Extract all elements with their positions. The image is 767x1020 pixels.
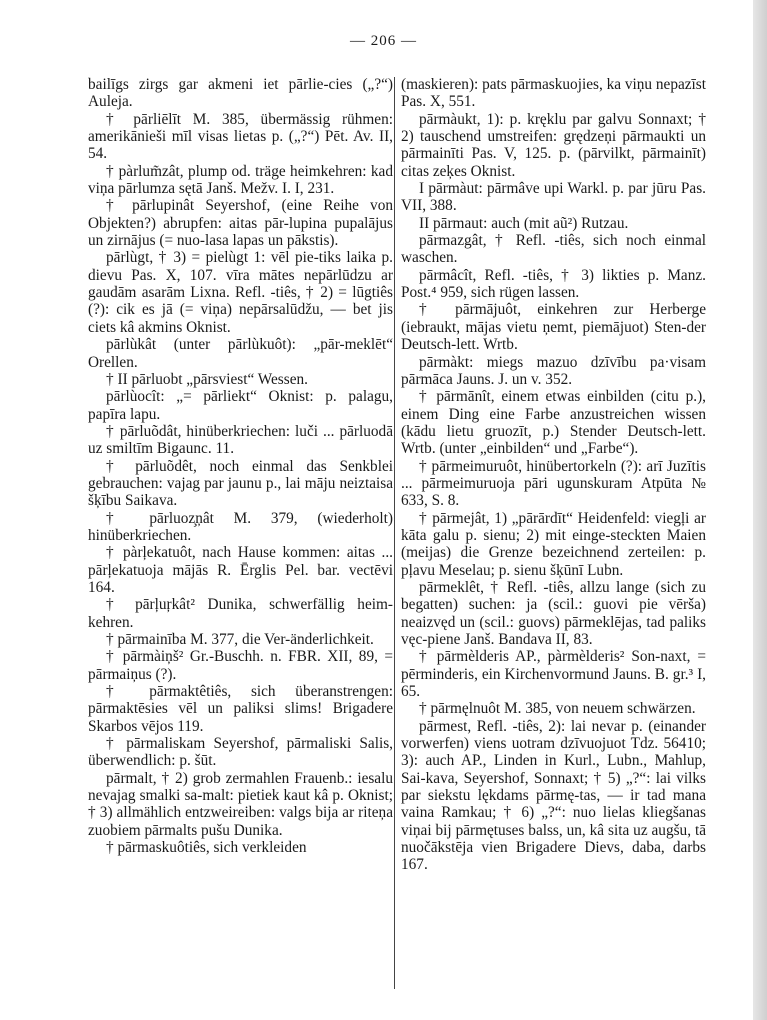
- dictionary-entry: † pàrlum̃zât, plump od. träge heimkehren: kad viņa pārlumza sętā Janš. Mežv. I. I, 231.: [88, 162, 393, 198]
- dictionary-entry: pārmalt, † 2) grob zermahlen Frauenb.: iesalu nevajag smalki sa-malt: pietiek kaut kâ p. Oknist; † 3) allmählich entzweireiben: valgs bija ar riteņa zuobiem pārmalts pušu Dunika.: [88, 769, 393, 839]
- dictionary-entry: † pārmaskuôtiês, sich verkleiden: [106, 839, 307, 857]
- dictionary-entry: pārlùocît: „= pārliekt“ Oknist: p. palagu, papīra lapu.: [88, 388, 393, 423]
- dictionary-entry: † pàrļekatuôt, nach Hause kommen: aitas ... pārļekatuoja mājās R. Ērglis Pel. bar. vectēvi 164.: [88, 544, 393, 596]
- dictionary-entry: † II pārluobt „pārsviest“ Wessen.: [106, 370, 308, 388]
- dictionary-entry: † pārmàiņš² Gr.-Buschh. n. FBR. XII, 89, = pārmaiņus (?).: [88, 648, 393, 683]
- dictionary-entry: † pārmèlderis AP., pàrmèlderis² Son-naxt, = pērminderis, ein Kirchenvormund Jauns. B. gr.³ I, 65.: [401, 648, 706, 701]
- dictionary-entry: † pārliēlīt M. 385, übermässig rühmen: amerikānieši mīl visas lietas p. („?“) Pēt. Av. II, 54.: [88, 110, 393, 163]
- dictionary-entry: † pārlupinât Seyershof, (eine Reihe von Objekten?) abrupfen: aitas pār-lupina pupalājus un zirnājus (= nuo-lasa lapas un pākstis).: [88, 197, 393, 250]
- dictionary-entry: † pārmeimuruôt, hinübertorkeln (?): arī Juzītis ... pārmeimuruoja pāri ugunskuram Atpūta № 633, S. 8.: [401, 457, 706, 510]
- dictionary-entry: † pārluoz̧ņât M. 379, (wiederholt) hinüberkriechen.: [88, 509, 393, 544]
- page-edge-shadow: [753, 0, 767, 1020]
- dictionary-entry: † pārmānît, einem etwas einbilden (citu p.), einem Ding eine Farbe anzustreichen wissen (kādu lietu gruozīt, p.) Stender Deutsch-lett. Wrtb. (unter „einbilden“ und „Farbe“).: [401, 388, 706, 458]
- dictionary-entry: pārmest, Refl. -tiês, 2): lai nevar p. (einander vorwerfen) viens uotram dzīvuojuot Tdz. 56410; 3): auch AP., Linden in Kurl., Lubn., Mahlup, Sai-kava, Seyershof, Sonnaxt; † 5) „?“: lai vilks par siekstu lękdams pārmę-tas, — ir tad mana vaina Ramkau; † 6) „?“: nuo lielas kliegšanas viņai bij pārmętuses balss, un, kâ sita uz augšu, tā nuočākstēja vien Brigadere Dievs, daba, darbs 167.: [401, 717, 706, 874]
- dictionary-entry: pārmàkt: miegs mazuo dzīvību pa·visam pārmāca Jauns. J. un v. 352.: [401, 353, 706, 388]
- dictionary-entry: II pārmaut: auch (mit aũ²) Rutzau.: [419, 214, 629, 232]
- dictionary-entry: pārlùkât (unter pārlùkuôt): „pār-meklēt“ Orellen.: [88, 336, 393, 371]
- dictionary-entry: † pārluõdêt, noch einmal das Senkblei gebrauchen: vajag par jaunu p., lai māju neiztaisa šķību Saikava.: [88, 457, 393, 510]
- dictionary-entry: † pārmājuôt, einkehren zur Herberge (iebraukt, mājas vietu ņemt, piemājuot) Sten-der Deutsch-lett. Wrtb.: [401, 301, 706, 354]
- dictionary-entry: † pārmaliskam Seyershof, pārmaliski Salis, überwendlich: p. šūt.: [88, 735, 393, 770]
- dictionary-entry: † pārmejât, 1) „pārārdīt“ Heidenfeld: viegļi ar kāta galu p. sienu; 2) mit einge-steckten Maien (meijas) die Grenze bezeichnend zerteilen: p. pļavu Meselau; p. sienu šķūnī Lubn.: [401, 509, 706, 579]
- dictionary-entry: pārlùgt, † 3) = pielùgt 1: vēl pie-tiks laika p. dievu Pas. X, 107. vīra mātes nepārlūdzu ar gaudām asarām Lixna. Refl. -tiês, † 2) = lūgtiês (?): cik es jā (= viņa) nepārsalūdžu, — bet jis ciets kâ akmins Oknist.: [88, 249, 393, 336]
- page-number: — 206 —: [350, 33, 417, 49]
- dictionary-entry: † pārmainība M. 377, die Ver-änderlichkeit.: [106, 631, 374, 648]
- dictionary-entry: † pārļuŗkât² Dunika, schwerfällig heim-kehren.: [88, 596, 393, 631]
- dictionary-entry: † pārluõdât, hinüberkriechen: luči ... pārluodā uz smiltīm Bigaunc. 11.: [88, 422, 393, 458]
- column-divider: [394, 77, 395, 989]
- dictionary-entry: bailīgs zirgs gar akmeni iet pārlie-cies („?“) Auleja.: [88, 76, 393, 111]
- dictionary-entry: I pārmàut: pārmâve upi Warkl. p. par jūru Pas. VII, 388.: [401, 180, 706, 215]
- dictionary-entry: pārmeklêt, † Refl. -tiês, allzu lange (sich zu begatten) suchen: ja (scil.: guovi pie vērša) neaizvęd un (scil.: guovs) pārmeklējas, tad paliks vęc-piene Janš. Bandava II, 83.: [401, 578, 706, 648]
- dictionary-entry: † pārmęlnuôt M. 385, von neuem schwärzen.: [419, 700, 696, 718]
- dictionary-entry: † pārmaktêtiês, sich überanstrengen: pārmaktēsies vēl un paliksi slims! Brigadere Skarbos vējos 119.: [88, 683, 393, 735]
- dictionary-entry: (maskieren): pats pārmaskuojies, ka viņu nepazīst Pas. X, 551.: [401, 76, 706, 111]
- dictionary-entry: pārmâcît, Refl. -tiês, † 3) likties p. Manz. Post.⁴ 959, sich rügen lassen.: [401, 266, 706, 302]
- left-column: [88, 76, 393, 856]
- dictionary-entry: pārmazgât, † Refl. -tiês, sich noch einmal waschen.: [401, 232, 706, 267]
- dictionary-entry: pārmàukt, 1): p. kręklu par galvu Sonnaxt; † 2) tauschend umstreifen: grędzeņi pārmaukti un pārmainīti Pas. V, 125. p. (pārvilkt, pārmainīt) citas zeķes Oknist.: [401, 110, 706, 180]
- right-column: [401, 76, 706, 874]
